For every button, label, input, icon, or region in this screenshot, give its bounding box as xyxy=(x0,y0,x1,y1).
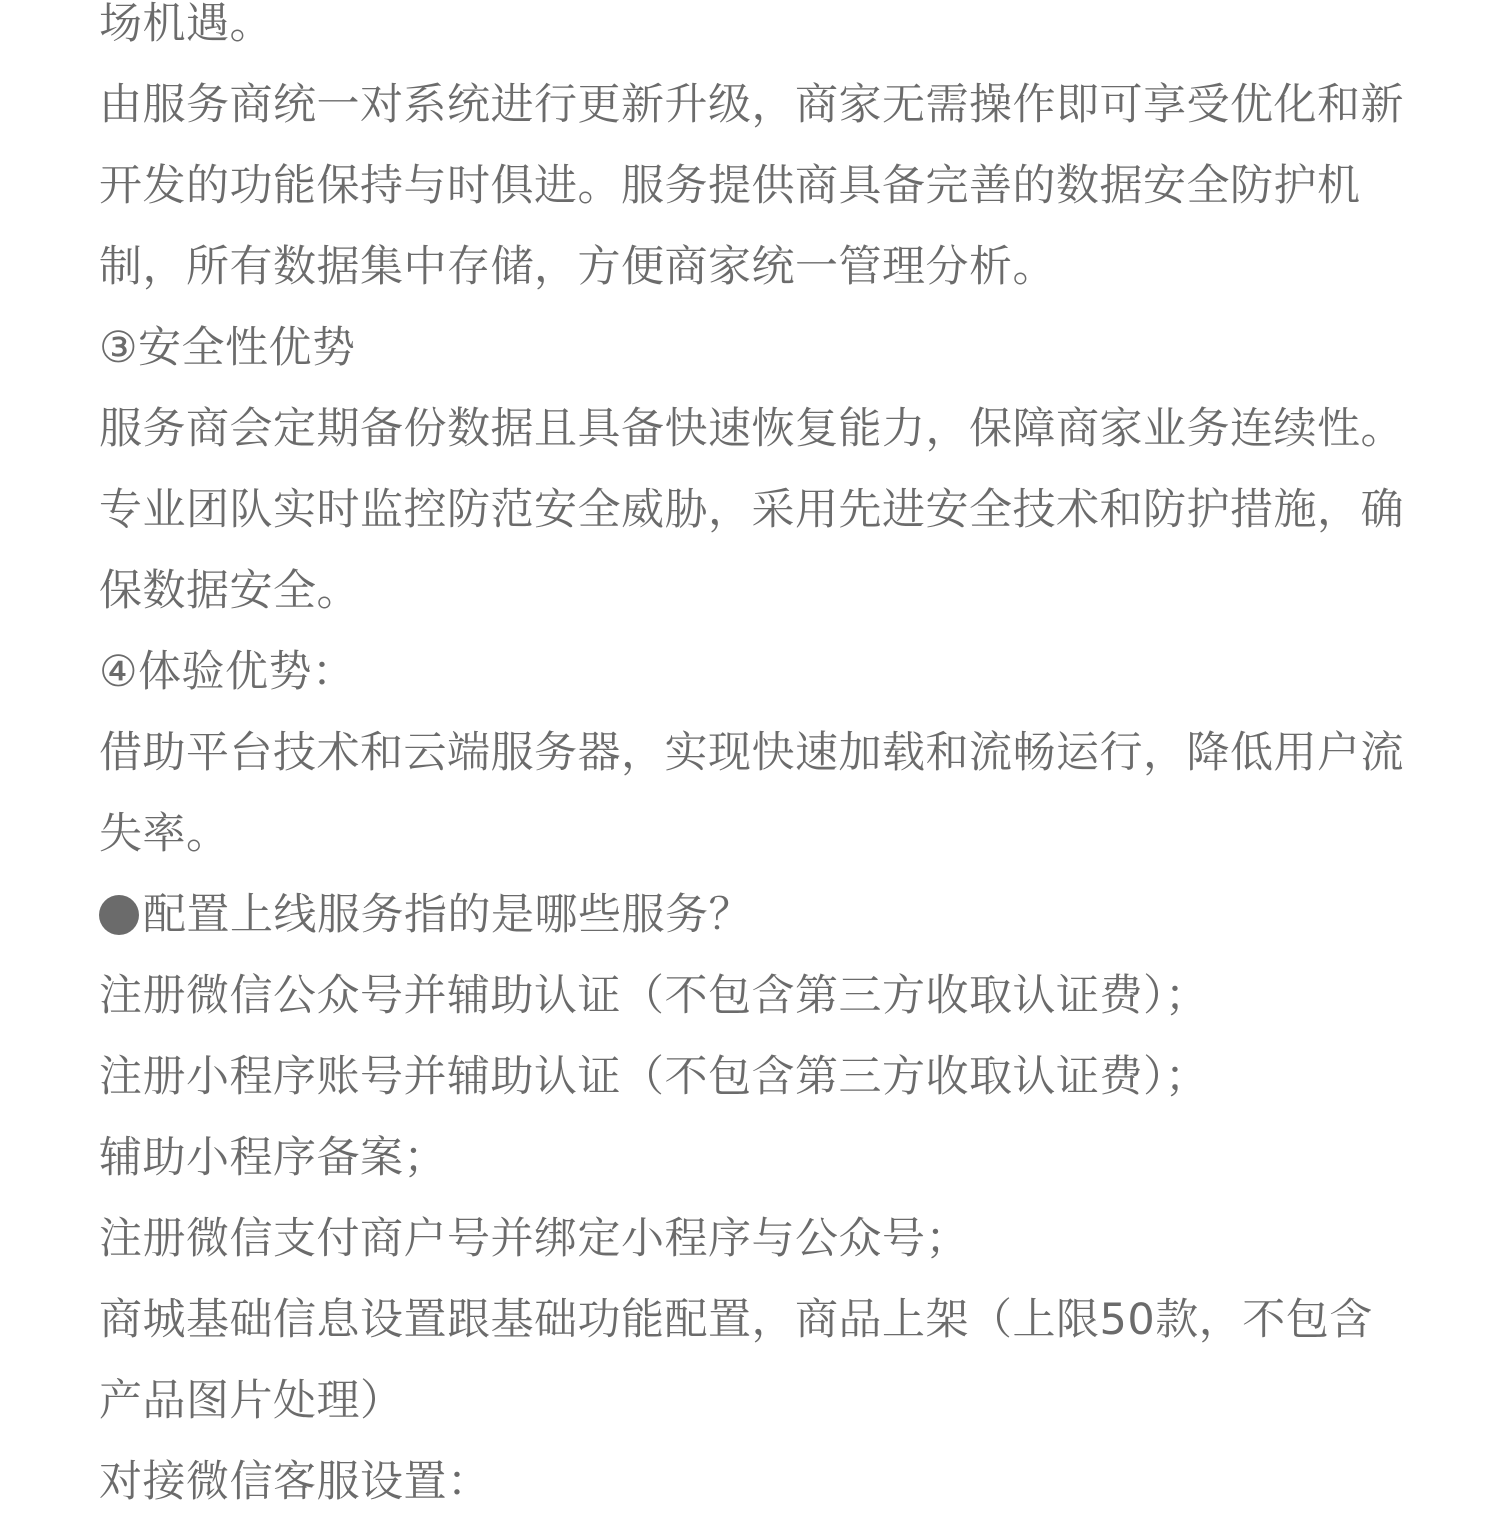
paragraph-security-advantage: 服务商会定期备份数据且具备快速恢复能力，保障商家业务连续性。专业团队实时监控防范安全威胁，采用先进安全技术和防护措施，确保数据安全。 xyxy=(99,404,1404,616)
item-mall-setup: 商城基础信息设置跟基础功能配置，商品上架（上限50款，不包含产品图片处理） xyxy=(99,1295,1373,1426)
item-register-mini-program: 注册小程序账号并辅助认证（不包含第三方收取认证费）； xyxy=(99,1052,1209,1102)
item-register-wechat-pay: 注册微信支付商户号并绑定小程序与公众号； xyxy=(99,1214,969,1264)
item-customer-service-setup: 对接微信客服设置： xyxy=(99,1457,491,1507)
heading-config-services-question: 配置上线服务指的是哪些服务？ xyxy=(143,890,752,940)
article-body xyxy=(99,0,1411,1523)
paragraph-market-opportunity-tail: 场机遇。 xyxy=(99,0,273,49)
item-register-official-account: 注册微信公众号并辅助认证（不包含第三方收取认证费）； xyxy=(99,971,1209,1021)
heading-security-advantage: ③安全性优势 xyxy=(99,323,356,373)
item-mini-program-filing: 辅助小程序备案； xyxy=(99,1133,447,1183)
paragraph-experience-advantage: 借助平台技术和云端服务器，实现快速加载和流畅运行，降低用户流失率。 xyxy=(99,728,1404,859)
bullet-dot-icon xyxy=(99,895,139,935)
heading-experience-advantage: ④体验优势： xyxy=(99,647,356,697)
paragraph-maintenance-advantage: 由服务商统一对系统进行更新升级，商家无需操作即可享受优化和新开发的功能保持与时俱进。服务提供商具备完善的数据安全防护机制，所有数据集中存储，方便商家统一管理分析。 xyxy=(99,80,1404,292)
config-services-question xyxy=(99,875,1411,956)
